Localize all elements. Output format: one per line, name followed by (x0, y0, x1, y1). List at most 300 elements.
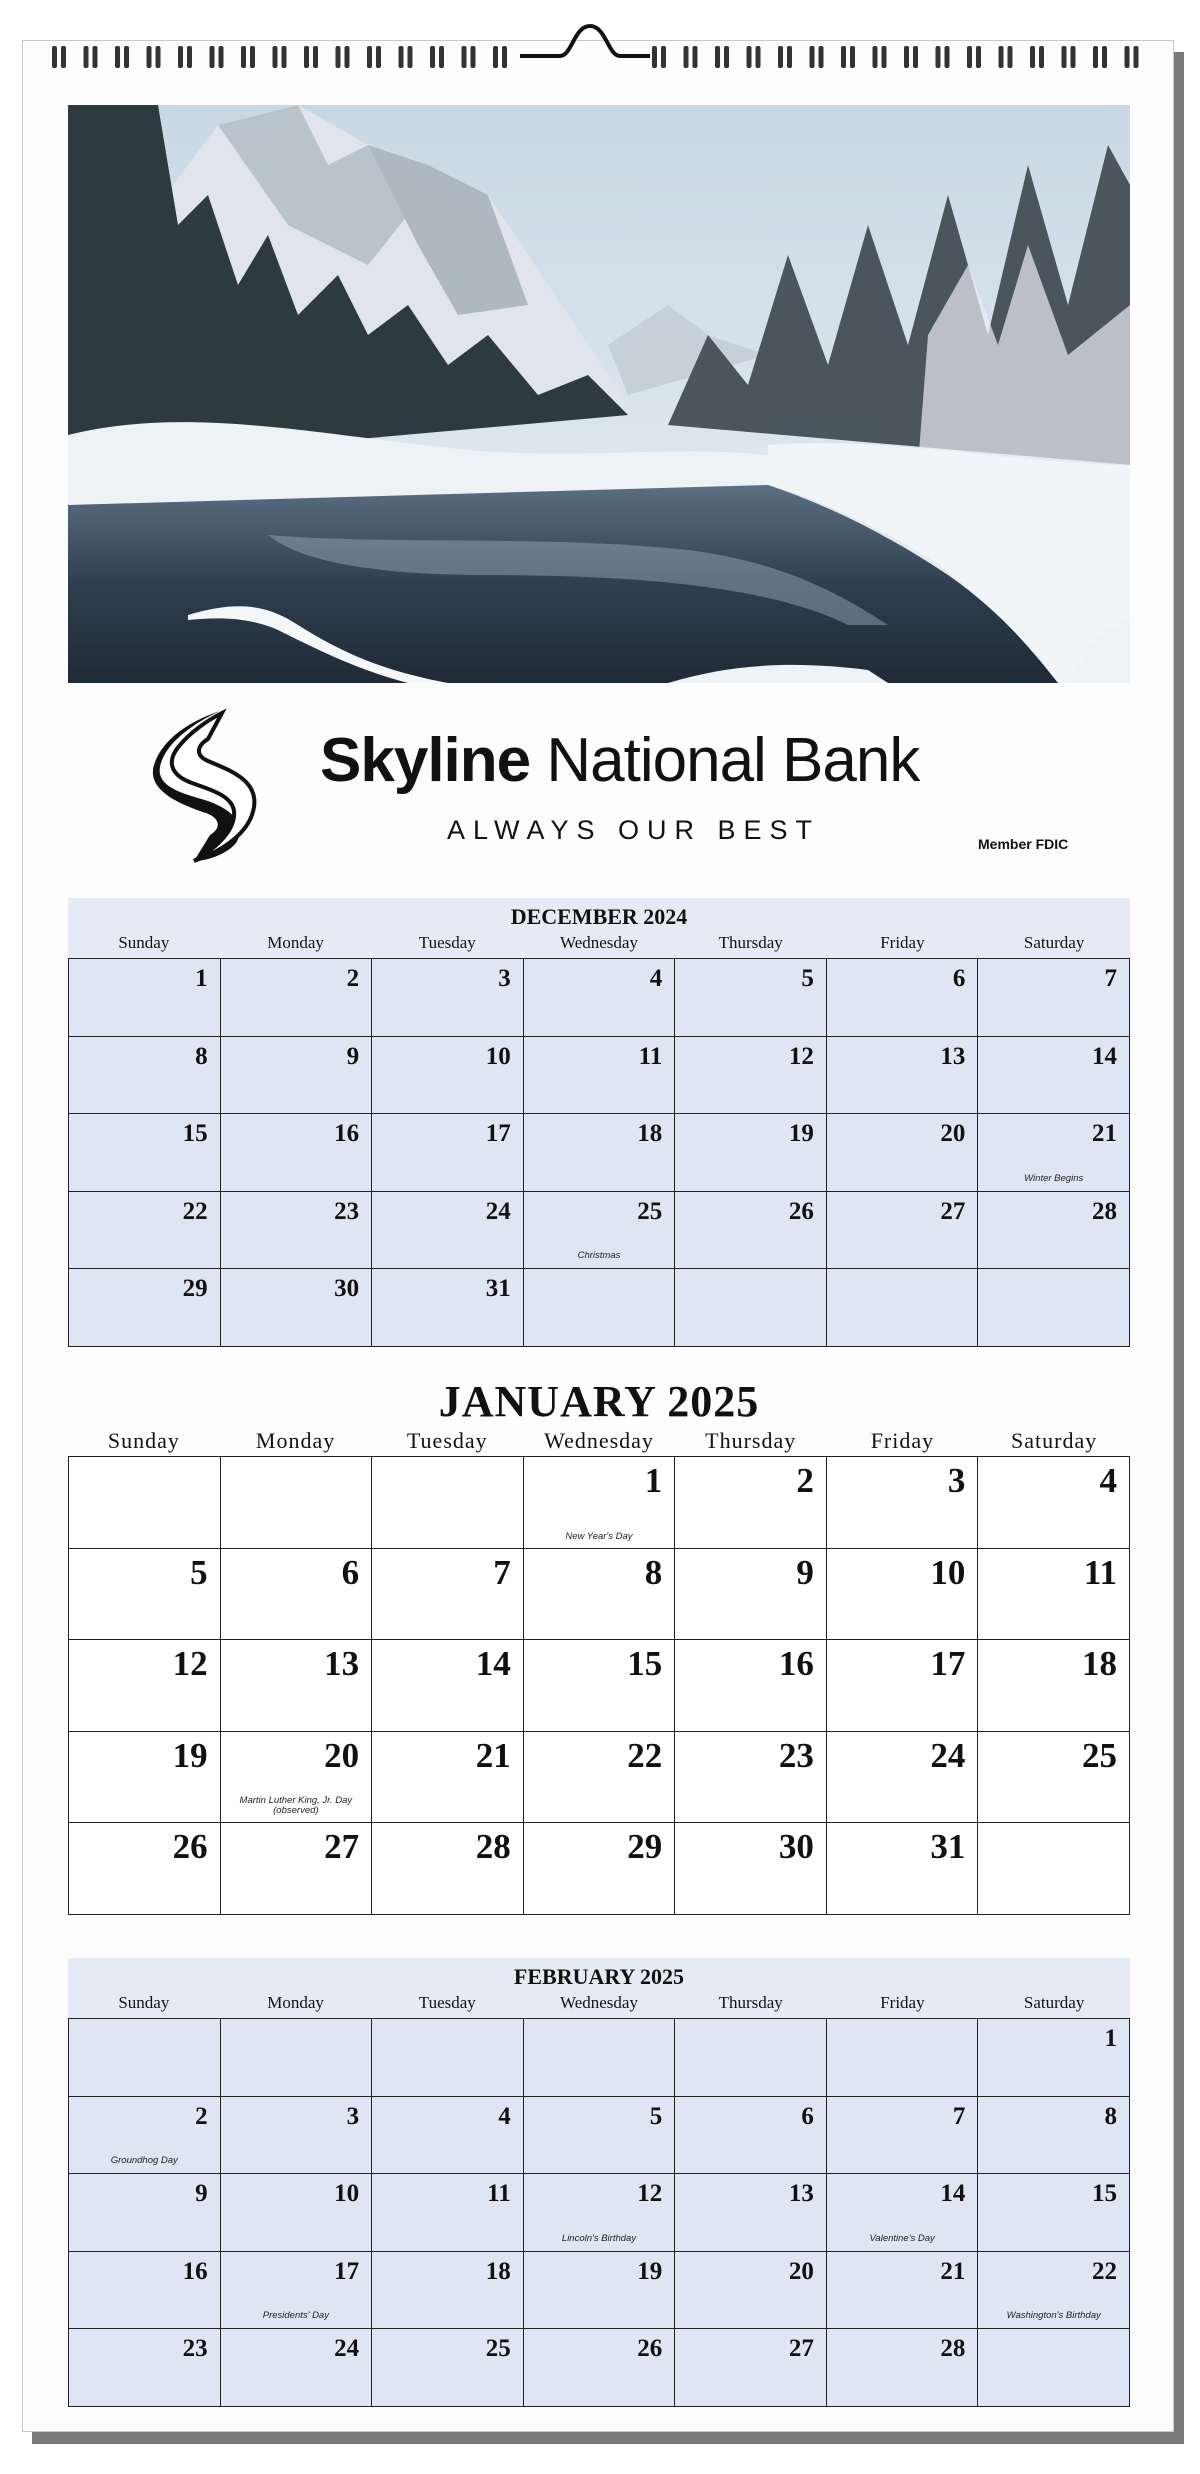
day-cell (675, 2174, 827, 2252)
day-number: 15 (182, 1120, 208, 1148)
day-cell (221, 2252, 373, 2330)
day-cell (372, 1640, 524, 1732)
day-cell (524, 1823, 676, 1915)
day-number: 26 (637, 2335, 663, 2363)
spiral-coil (187, 46, 192, 68)
day-cell (524, 2329, 676, 2407)
day-cell (827, 1192, 979, 1270)
spiral-coil (1093, 46, 1098, 68)
day-cell (372, 1192, 524, 1270)
holiday-label: Martin Luther King, Jr. Day (observed) (239, 1795, 353, 1817)
day-number: 25 (637, 1197, 663, 1225)
spiral-coil (52, 46, 57, 68)
day-cell (978, 2097, 1130, 2175)
day-cell (675, 2097, 827, 2175)
spiral-coil (93, 46, 98, 68)
day-number: 2 (346, 965, 360, 992)
spiral-coil (462, 46, 467, 68)
holiday-label: Groundhog Day (110, 2155, 178, 2167)
spiral-coil (819, 46, 824, 68)
day-number: 20 (940, 1120, 966, 1148)
day-cell (675, 959, 827, 1037)
day-number: 30 (778, 1827, 814, 1867)
day-number: 26 (788, 1197, 814, 1225)
day-number: 9 (195, 2180, 208, 2208)
holiday-label: Washington's Birthday (1006, 2310, 1101, 2322)
day-number: 14 (1091, 1042, 1117, 1070)
empty-day-cell (221, 2019, 373, 2097)
day-cell (221, 1549, 373, 1641)
day-cell (69, 2097, 221, 2175)
spiral-coil (652, 46, 657, 68)
spiral-coil (250, 46, 255, 68)
day-number: 5 (801, 965, 814, 992)
day-cell (827, 1732, 979, 1824)
day-cell (978, 959, 1130, 1037)
day-cell (675, 1192, 827, 1270)
day-cell (827, 1037, 979, 1115)
spiral-coil (1062, 46, 1067, 68)
day-number: 14 (940, 2180, 966, 2208)
day-cell (221, 2174, 373, 2252)
day-cell (827, 1114, 979, 1192)
day-cell (524, 1037, 676, 1115)
empty-day-cell (827, 2019, 979, 2097)
spiral-coil (439, 46, 444, 68)
day-cell (69, 2252, 221, 2330)
day-cell (221, 959, 373, 1037)
empty-day-cell (69, 2019, 221, 2097)
day-number: 31 (930, 1827, 966, 1867)
empty-day-cell (524, 2019, 676, 2097)
weekday-label: Monday (267, 1993, 324, 2012)
day-number: 21 (475, 1735, 511, 1775)
day-cell (978, 1732, 1130, 1824)
holiday-label: New Year's Day (565, 1530, 633, 1542)
day-number: 20 (788, 2257, 814, 2285)
weekday-label: Sunday (118, 1993, 170, 2012)
day-number: 3 (498, 965, 511, 992)
day-cell (372, 1732, 524, 1824)
day-number: 28 (1091, 1197, 1117, 1225)
weekday-label: Monday (255, 1428, 336, 1453)
day-number: 17 (485, 1120, 511, 1148)
day-cell (69, 1192, 221, 1270)
spiral-coil (219, 46, 224, 68)
weekday-label: Sunday (107, 1428, 180, 1453)
day-number: 18 (485, 2257, 511, 2285)
day-number: 25 (485, 2335, 511, 2363)
day-number: 30 (334, 1275, 360, 1303)
day-number: 14 (475, 1644, 511, 1684)
empty-day-cell (221, 1457, 373, 1549)
spiral-coil (756, 46, 761, 68)
spiral-coil (967, 46, 972, 68)
weekday-label: Tuesday (418, 1993, 476, 2012)
day-cell (827, 1549, 979, 1641)
empty-day-cell (675, 2019, 827, 2097)
date-grid (68, 1456, 1130, 1915)
day-number: 13 (324, 1644, 360, 1684)
day-cell (372, 2174, 524, 2252)
day-cell (524, 2097, 676, 2175)
day-number: 6 (952, 965, 966, 992)
day-number: 24 (485, 1197, 511, 1225)
day-number: 24 (334, 2335, 360, 2363)
day-number: 31 (485, 1275, 511, 1303)
day-number: 29 (182, 1275, 208, 1303)
spiral-coil (976, 46, 981, 68)
spiral-coil (724, 46, 729, 68)
day-cell (372, 1269, 524, 1347)
day-number: 2 (195, 2102, 208, 2130)
holiday-label: Lincoln's Birthday (561, 2232, 637, 2244)
month-february-2025 (68, 1958, 1130, 2407)
day-cell (372, 1114, 524, 1192)
day-number: 22 (182, 1197, 208, 1225)
day-cell (675, 2252, 827, 2330)
weekday-label: Thursday (718, 933, 783, 952)
day-cell (372, 1037, 524, 1115)
holiday-label: Christmas (577, 1250, 621, 1262)
spiral-coil (904, 46, 909, 68)
spiral-coil (1134, 46, 1139, 68)
weekday-label: Friday (870, 1428, 935, 1453)
day-number: 7 (1104, 965, 1117, 992)
day-cell (978, 1549, 1130, 1641)
day-number: 2 (796, 1461, 814, 1500)
day-number: 15 (1091, 2180, 1117, 2208)
empty-day-cell (978, 2329, 1130, 2407)
day-number: 27 (788, 2335, 814, 2363)
spiral-coil (850, 46, 855, 68)
weekday-header-row (68, 928, 1130, 958)
weekday-label: Friday (880, 1993, 925, 2012)
empty-day-cell (372, 2019, 524, 2097)
spiral-coil (367, 46, 372, 68)
day-number: 27 (940, 1197, 966, 1225)
day-number: 18 (1081, 1644, 1117, 1684)
day-cell (827, 1823, 979, 1915)
day-number: 27 (324, 1827, 360, 1867)
spiral-coil (84, 46, 89, 68)
day-number: 10 (334, 2180, 360, 2208)
spiral-coil (124, 46, 129, 68)
day-number: 26 (172, 1827, 208, 1867)
day-cell (524, 1640, 676, 1732)
day-cell (675, 1457, 827, 1549)
month-title: FEBRUARY 2025 (513, 1964, 685, 1989)
day-cell (675, 1640, 827, 1732)
day-number: 25 (1081, 1735, 1117, 1775)
month-title: DECEMBER 2024 (510, 904, 688, 929)
empty-day-cell (978, 1823, 1130, 1915)
empty-day-cell (372, 1457, 524, 1549)
day-cell (69, 959, 221, 1037)
day-cell (827, 2252, 979, 2330)
weekday-label: Wednesday (560, 1993, 638, 2012)
day-cell (69, 2329, 221, 2407)
day-number: 22 (627, 1735, 663, 1775)
day-number: 16 (182, 2257, 208, 2285)
day-cell (221, 1037, 373, 1115)
day-cell (372, 2097, 524, 2175)
bank-logo-ribbon-s-icon (150, 705, 258, 865)
day-number: 8 (644, 1552, 663, 1592)
spiral-coil (882, 46, 887, 68)
weekday-label: Saturday (1011, 1428, 1098, 1453)
bank-name-bold: Skyline (320, 726, 531, 795)
day-number: 8 (1104, 2102, 1117, 2130)
day-cell (69, 2174, 221, 2252)
day-number: 17 (334, 2257, 360, 2285)
spiral-coil (693, 46, 698, 68)
member-fdic-label: Member FDIC (978, 836, 1069, 852)
day-cell (69, 1037, 221, 1115)
day-cell (978, 1114, 1130, 1192)
spiral-coil (747, 46, 752, 68)
weekday-label: Sunday (118, 933, 170, 952)
holiday-label: Presidents' Day (262, 2310, 329, 2322)
day-number: 12 (637, 2180, 663, 2208)
spiral-coil (241, 46, 246, 68)
day-cell (69, 1114, 221, 1192)
spiral-binding-icon (0, 0, 1200, 80)
month-header (68, 898, 1130, 958)
month-header (68, 1378, 1130, 1456)
spiral-coil (345, 46, 350, 68)
day-number: 11 (1083, 1552, 1117, 1592)
weekday-label: Friday (880, 933, 925, 952)
day-cell (221, 1640, 373, 1732)
spiral-coil (430, 46, 435, 68)
spiral-coil (493, 46, 498, 68)
date-grid (68, 2018, 1130, 2407)
day-cell (978, 2174, 1130, 2252)
day-cell (221, 1269, 373, 1347)
day-cell (524, 2252, 676, 2330)
weekday-label: Wednesday (544, 1428, 654, 1453)
spiral-coil (408, 46, 413, 68)
day-number: 3 (346, 2102, 360, 2130)
empty-day-cell (524, 1269, 676, 1347)
day-number: 15 (627, 1644, 663, 1684)
weekday-label: Wednesday (560, 933, 638, 952)
day-number: 24 (930, 1735, 966, 1775)
weekday-label: Tuesday (418, 933, 476, 952)
spiral-coil (945, 46, 950, 68)
day-cell (978, 1037, 1130, 1115)
day-number: 10 (485, 1042, 511, 1070)
spiral-coil (1008, 46, 1013, 68)
bank-name-regular: National Bank (546, 726, 920, 795)
spiral-binding (0, 0, 1200, 80)
day-cell (675, 1823, 827, 1915)
day-number: 9 (346, 1042, 360, 1070)
day-cell (372, 2252, 524, 2330)
weekday-label: Saturday (1023, 933, 1085, 952)
day-number: 12 (172, 1644, 208, 1684)
month-title: JANUARY 2025 (438, 1377, 760, 1426)
spiral-coil (810, 46, 815, 68)
weekday-label: Monday (267, 933, 324, 952)
day-cell (675, 1549, 827, 1641)
day-number: 28 (940, 2335, 966, 2363)
day-number: 18 (637, 1120, 663, 1148)
day-number: 7 (952, 2102, 966, 2130)
day-cell (372, 2329, 524, 2407)
spiral-coil (787, 46, 792, 68)
day-cell (372, 1823, 524, 1915)
spiral-coil (873, 46, 878, 68)
spiral-coil (1039, 46, 1044, 68)
spiral-coil (273, 46, 278, 68)
day-number: 1 (1104, 2025, 1117, 2052)
day-cell (827, 2174, 979, 2252)
day-number: 8 (195, 1042, 208, 1070)
day-number: 4 (649, 965, 663, 992)
day-cell (221, 1732, 373, 1824)
day-number: 11 (638, 1042, 663, 1070)
day-number: 20 (324, 1735, 360, 1775)
weekday-label: Thursday (705, 1428, 797, 1453)
spiral-coil (178, 46, 183, 68)
day-cell (221, 2329, 373, 2407)
spiral-coil (313, 46, 318, 68)
weekday-label: Thursday (718, 1993, 783, 2012)
spiral-coil (115, 46, 120, 68)
spiral-coil (684, 46, 689, 68)
winter-mountain-river-icon (68, 105, 1130, 683)
day-cell (372, 959, 524, 1037)
day-cell (827, 1640, 979, 1732)
day-number: 5 (649, 2102, 663, 2130)
weekday-label: Tuesday (406, 1428, 488, 1453)
day-cell (675, 1114, 827, 1192)
day-cell (69, 1823, 221, 1915)
day-cell (221, 1114, 373, 1192)
day-cell (827, 1457, 979, 1549)
day-number: 1 (195, 965, 208, 992)
day-number: 29 (627, 1827, 663, 1867)
spiral-coil (147, 46, 152, 68)
day-cell (978, 1457, 1130, 1549)
day-cell (827, 2097, 979, 2175)
day-number: 23 (334, 1197, 360, 1225)
day-cell (524, 2174, 676, 2252)
day-cell (675, 1037, 827, 1115)
spiral-coil (1071, 46, 1076, 68)
day-cell (978, 1640, 1130, 1732)
spiral-coil (1125, 46, 1130, 68)
day-number: 19 (788, 1120, 814, 1148)
spiral-coil (156, 46, 161, 68)
day-number: 4 (1099, 1461, 1117, 1500)
empty-day-cell (69, 1457, 221, 1549)
day-number: 9 (796, 1552, 814, 1592)
day-cell (524, 959, 676, 1037)
day-number: 19 (172, 1735, 208, 1775)
spiral-coil (936, 46, 941, 68)
empty-day-cell (978, 1269, 1130, 1347)
spiral-coil (282, 46, 287, 68)
day-cell (827, 2329, 979, 2407)
date-grid (68, 958, 1130, 1347)
spiral-coil (778, 46, 783, 68)
day-number: 21 (940, 2257, 966, 2285)
day-cell (69, 1269, 221, 1347)
day-cell (978, 2019, 1130, 2097)
day-number: 1 (644, 1461, 663, 1500)
holiday-label: Valentine's Day (869, 2232, 935, 2244)
day-number: 3 (947, 1461, 966, 1500)
day-number: 13 (788, 2180, 814, 2208)
day-number: 4 (498, 2102, 511, 2130)
day-cell (675, 2329, 827, 2407)
day-cell (524, 1549, 676, 1641)
spiral-coil (399, 46, 404, 68)
spiral-coil (999, 46, 1004, 68)
day-cell (978, 1192, 1130, 1270)
day-number: 16 (778, 1644, 814, 1684)
day-number: 23 (778, 1735, 814, 1775)
day-cell (221, 2097, 373, 2175)
day-number: 21 (1091, 1120, 1117, 1148)
day-number: 13 (940, 1042, 966, 1070)
day-cell (524, 1192, 676, 1270)
day-number: 5 (190, 1552, 208, 1592)
spiral-coil (913, 46, 918, 68)
day-number: 16 (334, 1120, 360, 1148)
day-cell (372, 1549, 524, 1641)
spiral-coil (661, 46, 666, 68)
day-number: 12 (788, 1042, 814, 1070)
spiral-coil (1030, 46, 1035, 68)
bank-tagline: ALWAYS OUR BEST (447, 815, 821, 845)
holiday-label: Winter Begins (1024, 1172, 1084, 1184)
spiral-coil (304, 46, 309, 68)
day-cell (221, 1192, 373, 1270)
day-number: 11 (487, 2180, 511, 2208)
weekday-header-row (68, 1426, 1130, 1456)
day-cell (524, 1732, 676, 1824)
day-number: 28 (475, 1827, 511, 1867)
empty-day-cell (675, 1269, 827, 1347)
spiral-coil (841, 46, 846, 68)
day-cell (978, 2252, 1130, 2330)
day-cell (69, 1732, 221, 1824)
spiral-coil (715, 46, 720, 68)
spiral-coil (376, 46, 381, 68)
day-number: 7 (493, 1552, 511, 1592)
day-cell (221, 1823, 373, 1915)
weekday-header-row (68, 1988, 1130, 2018)
month-december-2024 (68, 898, 1130, 1347)
day-number: 22 (1091, 2257, 1117, 2285)
day-cell (524, 1457, 676, 1549)
day-number: 19 (637, 2257, 663, 2285)
day-cell (524, 1114, 676, 1192)
day-number: 6 (801, 2102, 814, 2130)
spiral-coil (336, 46, 341, 68)
spiral-coil (61, 46, 66, 68)
bank-name (320, 726, 920, 795)
day-number: 10 (930, 1552, 966, 1592)
day-number: 6 (341, 1552, 360, 1592)
day-number: 23 (182, 2335, 208, 2363)
spiral-coil (1102, 46, 1107, 68)
day-cell (675, 1732, 827, 1824)
